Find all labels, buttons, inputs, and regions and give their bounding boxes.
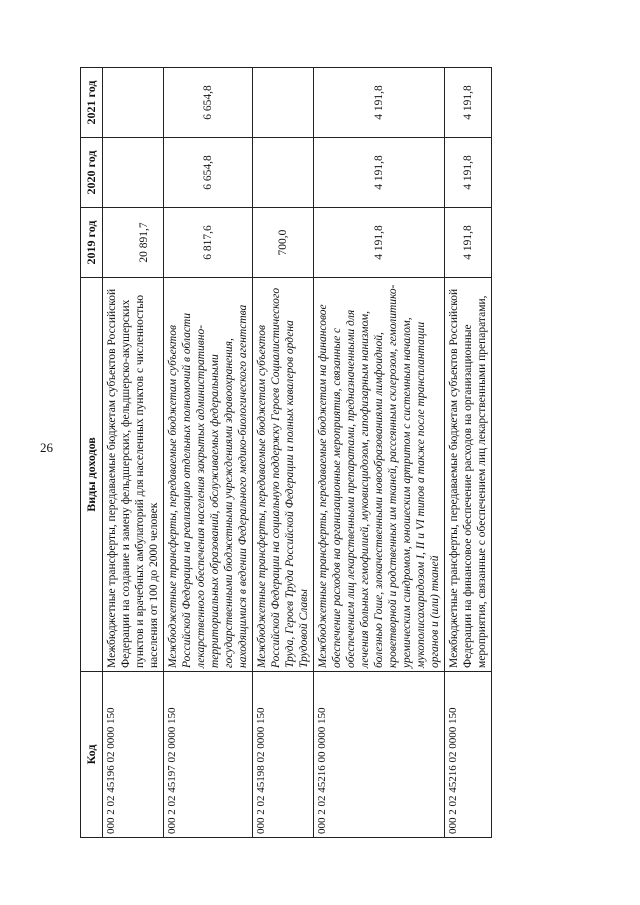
row-value-2021: [252, 68, 313, 138]
row-value-2019: 4 191,8: [313, 208, 444, 278]
row-code: 000 2 02 45196 02 0000 150: [102, 672, 163, 838]
row-value-2020: [252, 138, 313, 208]
table-row: [444, 68, 491, 838]
row-value-2021: [102, 68, 163, 138]
row-code: 000 2 02 45197 02 0000 150: [163, 672, 252, 838]
table-row: [313, 68, 444, 838]
row-description: Межбюджетные трансферты, передаваемые бюджетам субъектов Российской Федерации на финансовое обеспечение расходов на организационные мероприятия, связанные с обеспечением лиц лекарственными препаратами,: [444, 278, 491, 672]
header-description: Виды доходов: [81, 278, 103, 672]
row-value-2020: 4 191,8: [313, 138, 444, 208]
row-value-2019: 20 891,7: [102, 208, 163, 278]
row-value-2019: 4 191,8: [444, 208, 491, 278]
table-row: [252, 68, 313, 838]
page-number: 26: [40, 440, 53, 455]
row-description: Межбюджетные трансферты, передаваемые бюджетам субъектов Российской Федерации на социальную поддержку Героев Социалистического Труда, Героев Труда Российской Федерации и полных кавалеров ордена Трудовой Славы: [252, 278, 313, 672]
row-value-2020: 4 191,8: [444, 138, 491, 208]
row-value-2021: 4 191,8: [444, 68, 491, 138]
row-value-2021: 4 191,8: [313, 68, 444, 138]
row-description: Межбюджетные трансферты, передаваемые бюджетам на финансовое обеспечение расходов на организационные мероприятия, связанные с обеспечением лиц лекарственными препаратами, предназначенными для лечения больных гемофилией, муковисцидозом, гипофизарным нанизмом, болезнью Гоше, злокачественными новообразованиями лимфоидной, кроветворной и родственных им тканей, рассеянным склерозом, гемолитико-уремическим синдромом, юношеским артритом с системным началом, мукополисахаридозом I, II и VI типов а также после трансплантации органов и (или) тканей: [313, 278, 444, 672]
row-value-2021: 6 654,8: [163, 68, 252, 138]
table-row: [102, 68, 163, 838]
row-code: 000 2 02 45216 00 0000 150: [313, 672, 444, 838]
table-row: [163, 68, 252, 838]
row-description: Межбюджетные трансферты, передаваемые бюджетам субъектов Российской Федерации на реализацию отдельных полномочий в области лекарственного обеспечения населения закрытых административно-территориальных образований, обслуживаемых федеральными государственными бюджетными учреждениями здравоохранения, находящимися в ведении Федерального медико-биологического агентства: [163, 278, 252, 672]
income-table: [80, 67, 492, 838]
rotated-table-container: [80, 68, 560, 838]
row-value-2020: [102, 138, 163, 208]
row-value-2020: 6 654,8: [163, 138, 252, 208]
table-header-row: [81, 68, 103, 838]
row-code: 000 2 02 45216 02 0000 150: [444, 672, 491, 838]
row-code: 000 2 02 45198 02 0000 150: [252, 672, 313, 838]
header-2019: 2019 год: [81, 208, 103, 278]
header-2020: 2020 год: [81, 138, 103, 208]
row-value-2019: 6 817,6: [163, 208, 252, 278]
header-2021: 2021 год: [81, 68, 103, 138]
row-value-2019: 700,0: [252, 208, 313, 278]
header-code: Код: [81, 672, 103, 838]
row-description: Межбюджетные трансферты, передаваемые бюджетам субъектов Российской Федерации на создание и замену фельдшерских, фельдшерско-акушерских пунктов и врачебных амбулаторий для населенных пунктов с численностью населения от 100 до 2000 человек: [102, 278, 163, 672]
